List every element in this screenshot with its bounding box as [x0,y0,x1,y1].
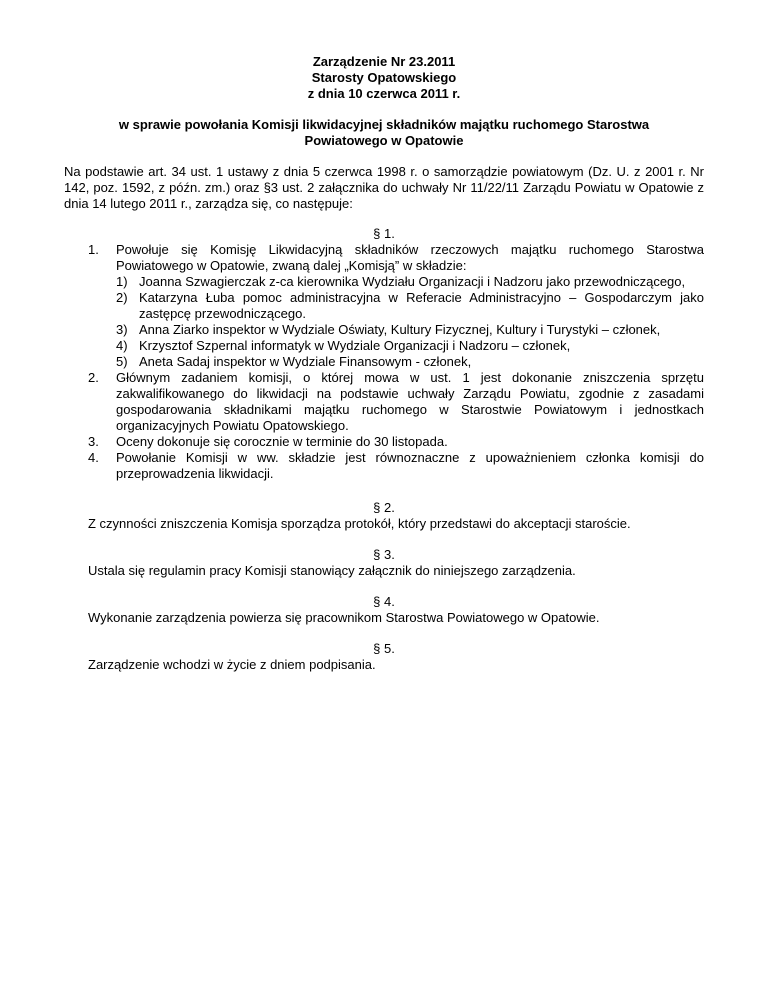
title-line-date: z dnia 10 czerwca 2011 r. [307,86,461,101]
subject-line-2: Powiatowego w Opatowie [304,133,464,148]
sublist-item-text: Aneta Sadaj inspektor w Wydziale Finansowym - członek, [139,354,472,369]
list-item [88,450,704,482]
list-item-text: Powołuje się Komisję Likwidacyjną składników rzeczowych majątku ruchomego Starostwa Powiatowego w Opatowie, zwaną dalej „Komisją” w składzie: [116,242,704,273]
list-item [88,370,704,434]
section-4-heading: § 4. [373,594,395,609]
committee-member-item [116,338,704,354]
sublist-item-text: Katarzyna Łuba pomoc administracyjna w Referacie Administracyjno – Gospodarczym jako zastępcę przewodniczącego. [139,290,704,321]
subject-line-1: w sprawie powołania Komisji likwidacyjnej składników majątku ruchomego Starostwa [118,117,650,132]
section-5-text: Zarządzenie wchodzi w życie z dniem podpisania. [88,657,376,672]
section-1-list [88,242,704,482]
list-item-text: Głównym zadaniem komisji, o której mowa w ust. 1 jest dokonanie zniszczenia sprzętu zakwalifikowanego do likwidacji na podstawie uchwały Zarządu Powiatu, zgodnie z zasadami gospodarowania składnikami majątku ruchomego w Starostwie Powiatowym i jednostkach organizacyjnych Powiatu Opatowskiego. [116,370,704,433]
committee-member-item [116,290,704,322]
sublist-item-text: Krzysztof Szpernal informatyk w Wydziale Organizacji i Nadzoru – członek, [139,338,571,353]
section-5-heading: § 5. [373,641,395,656]
section-3-heading: § 3. [373,547,395,562]
title-line-issuer: Starosty Opatowskiego [311,70,457,85]
sublist-item-number: 1) [116,274,128,289]
sublist-item-number: 2) [116,290,128,305]
list-item-number: 1. [88,242,99,257]
list-item-number: 2. [88,370,99,385]
document-title [0,54,768,102]
section-2-heading: § 2. [373,500,395,515]
list-item-text: Powołanie Komisji w ww. składzie jest równoznaczne z upoważnieniem członka komisji do przeprowadzenia likwidacji. [116,450,704,481]
committee-members-list [116,274,704,370]
section-2-text: Z czynności zniszczenia Komisja sporządza protokół, który przedstawi do akceptacji staroście. [88,516,631,531]
committee-member-item [116,322,704,338]
list-item [88,242,704,370]
legal-basis-paragraph: Na podstawie art. 34 ust. 1 ustawy z dnia 5 czerwca 1998 r. o samorządzie powiatowym (Dz. U. z 2001 r. Nr 142, poz. 1592, z późn. zm.) oraz §3 ust. 2 załącznika do uchwały Nr 11/22/11 Zarządu Powiatu w Opatowie z dnia 14 lutego 2011 r., zarządza się, co następuje: [64,164,704,211]
section-3-text: Ustala się regulamin pracy Komisji stanowiący załącznik do niniejszego zarządzenia. [88,563,576,578]
sublist-item-text: Anna Ziarko inspektor w Wydziale Oświaty, Kultury Fizycznej, Kultury i Turystyki – członek, [139,322,661,337]
list-item [88,434,704,450]
section-1-heading: § 1. [373,226,395,241]
list-item-text: Oceny dokonuje się corocznie w terminie do 30 listopada. [116,434,448,449]
sublist-item-number: 4) [116,338,128,353]
list-item-number: 3. [88,434,99,449]
sublist-item-number: 5) [116,354,128,369]
committee-member-item [116,274,704,290]
list-item-number: 4. [88,450,99,465]
section-4-text: Wykonanie zarządzenia powierza się pracownikom Starostwa Powiatowego w Opatowie. [88,610,600,625]
sublist-item-number: 3) [116,322,128,337]
title-line-ordinance-number: Zarządzenie Nr 23.2011 [312,54,456,69]
document-subject [80,117,688,149]
sublist-item-text: Joanna Szwagierczak z-ca kierownika Wydziału Organizacji i Nadzoru jako przewodniczącego, [139,274,686,289]
committee-member-item [116,354,704,370]
